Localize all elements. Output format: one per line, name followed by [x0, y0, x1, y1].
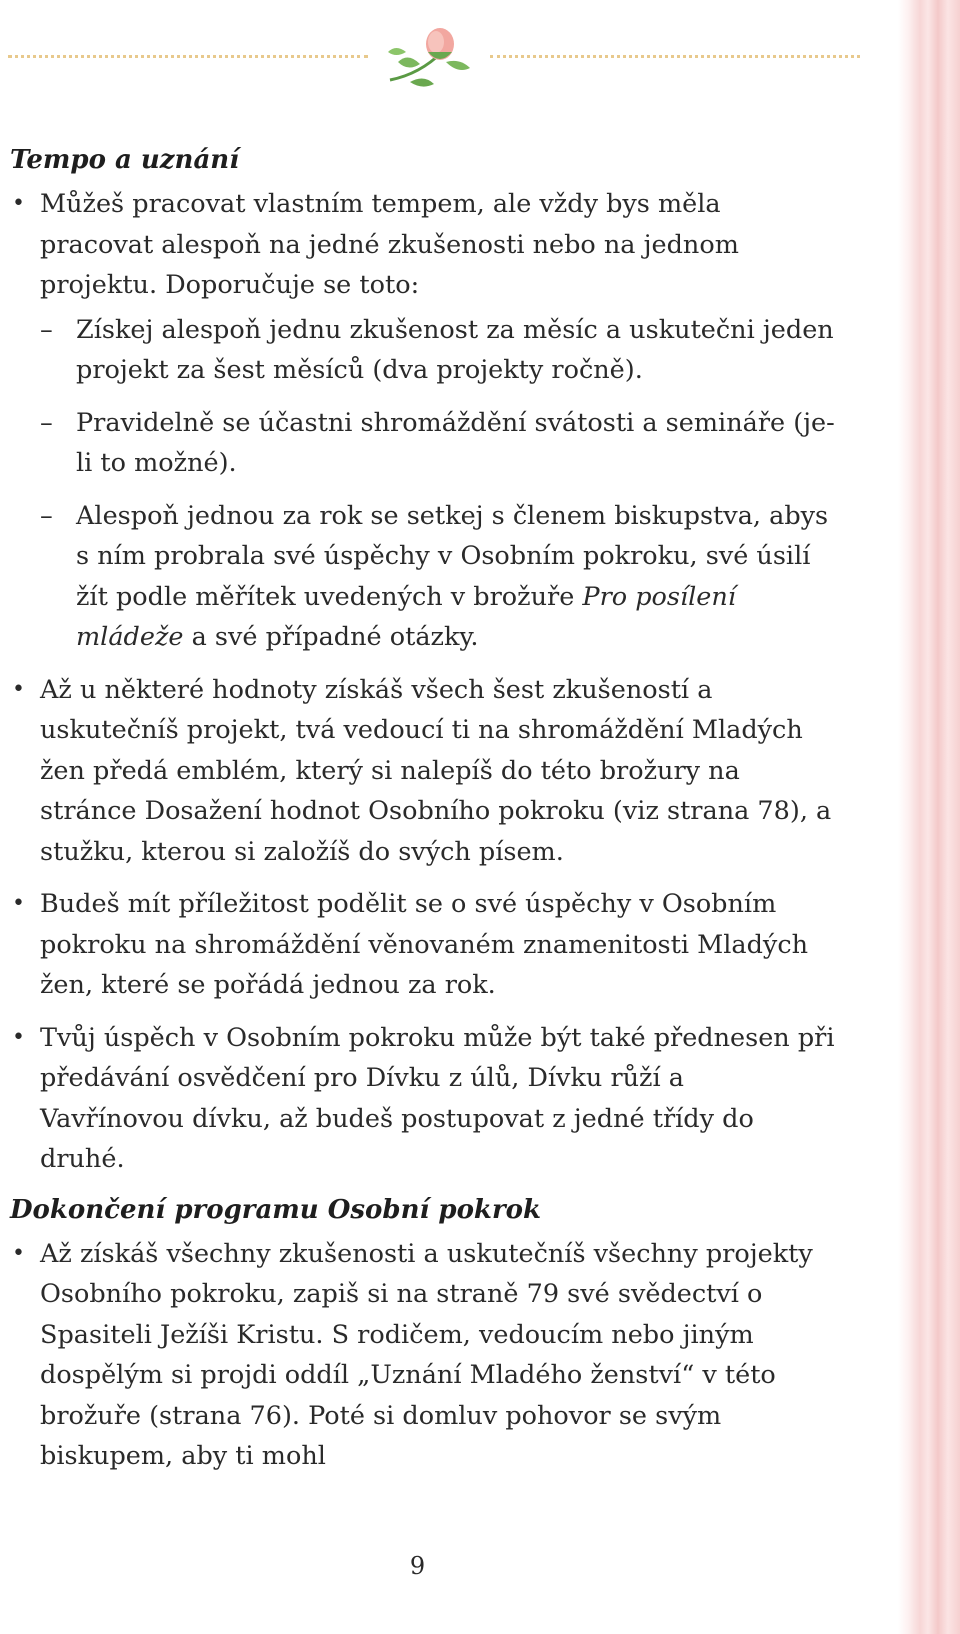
sub-list-item [10, 496, 835, 658]
paragraph-text: Alespoň jednou za rok se setkej s členem biskupstva, abys s ním probrala své úspěchy v Osobním pokroku, své úsilí žít podle měřítek uvedených v brožuře [76, 500, 829, 612]
sub-list-item [10, 310, 835, 391]
dash-marker: – [40, 500, 53, 531]
decorative-pink-stripes [898, 0, 960, 1634]
list-item [10, 884, 835, 1006]
list-item [10, 670, 835, 873]
section-heading-dokonceni: Dokončení programu Osobní pokrok [10, 1194, 541, 1225]
paragraph-text: Až získáš všechny zkušenosti a uskutečníš všechny projekty Osobního pokroku, zapiš si na straně 79 své svědectví o Spasiteli Ježíši Kristu. S rodičem, vedoucím nebo jiným dospělým si projdi oddíl „Uznání Mladého ženství“ v této brožuře (strana 76). Poté si domluv pohovor se svým biskupem, aby ti mohl [40, 1238, 813, 1471]
header-dotted-rule-left [8, 55, 368, 58]
header-dotted-rule-right [490, 55, 860, 58]
sub-list-item [10, 403, 835, 484]
paragraph-text: Až u některé hodnoty získáš všech šest zkušeností a uskutečníš projekt, tvá vedoucí ti na shromáždění Mladých žen předá emblém, který si nalepíš do této brožury na stránce Dosažení hodnot Osobního pokroku (viz strana 78), a stužku, kterou si založíš do svých písem. [40, 674, 832, 867]
dash-marker: – [40, 407, 53, 438]
bullet-marker: • [12, 1024, 25, 1050]
dash-marker: – [40, 314, 53, 345]
paragraph-text: Získej alespoň jednu zkušenost za měsíc a uskutečni jeden projekt za šest měsíců (dva projekty ročně). [76, 314, 834, 385]
bullet-marker: • [12, 676, 25, 702]
paragraph-text: Tvůj úspěch v Osobním pokroku může být také přednesen při předávání osvědčení pro Dívku z úlů, Dívku růží a Vavřínovou dívku, až budeš postupovat z jedné třídy do druhé. [40, 1022, 835, 1174]
page-content [10, 142, 835, 1489]
rose-bud-icon [380, 22, 480, 92]
paragraph-text: Můžeš pracovat vlastním tempem, ale vždy bys měla pracovat alespoň na jedné zkušenosti nebo na jednom projektu. Doporučuje se toto: [40, 189, 739, 300]
bullet-marker: • [12, 191, 25, 216]
section-heading-tempo: Tempo a uznání [10, 145, 240, 175]
list-item [10, 184, 835, 306]
brochure-title: Pro posílení mládeže [76, 581, 736, 652]
list-item [10, 1234, 835, 1477]
paragraph-text: Budeš mít příležitost podělit se o své úspěchy v Osobním pokroku na shromáždění věnovaném znamenitosti Mladých žen, které se pořádá jednou za rok. [40, 889, 809, 1000]
page-number: 9 [409, 1552, 426, 1580]
bullet-marker: • [12, 1240, 25, 1266]
paragraph-text: Pravidelně se účastni shromáždění svátosti a semináře (je-li to možné). [76, 407, 835, 478]
paragraph-text: a své případné otázky. [183, 622, 479, 652]
bullet-marker: • [12, 891, 25, 916]
list-item [10, 1018, 835, 1180]
